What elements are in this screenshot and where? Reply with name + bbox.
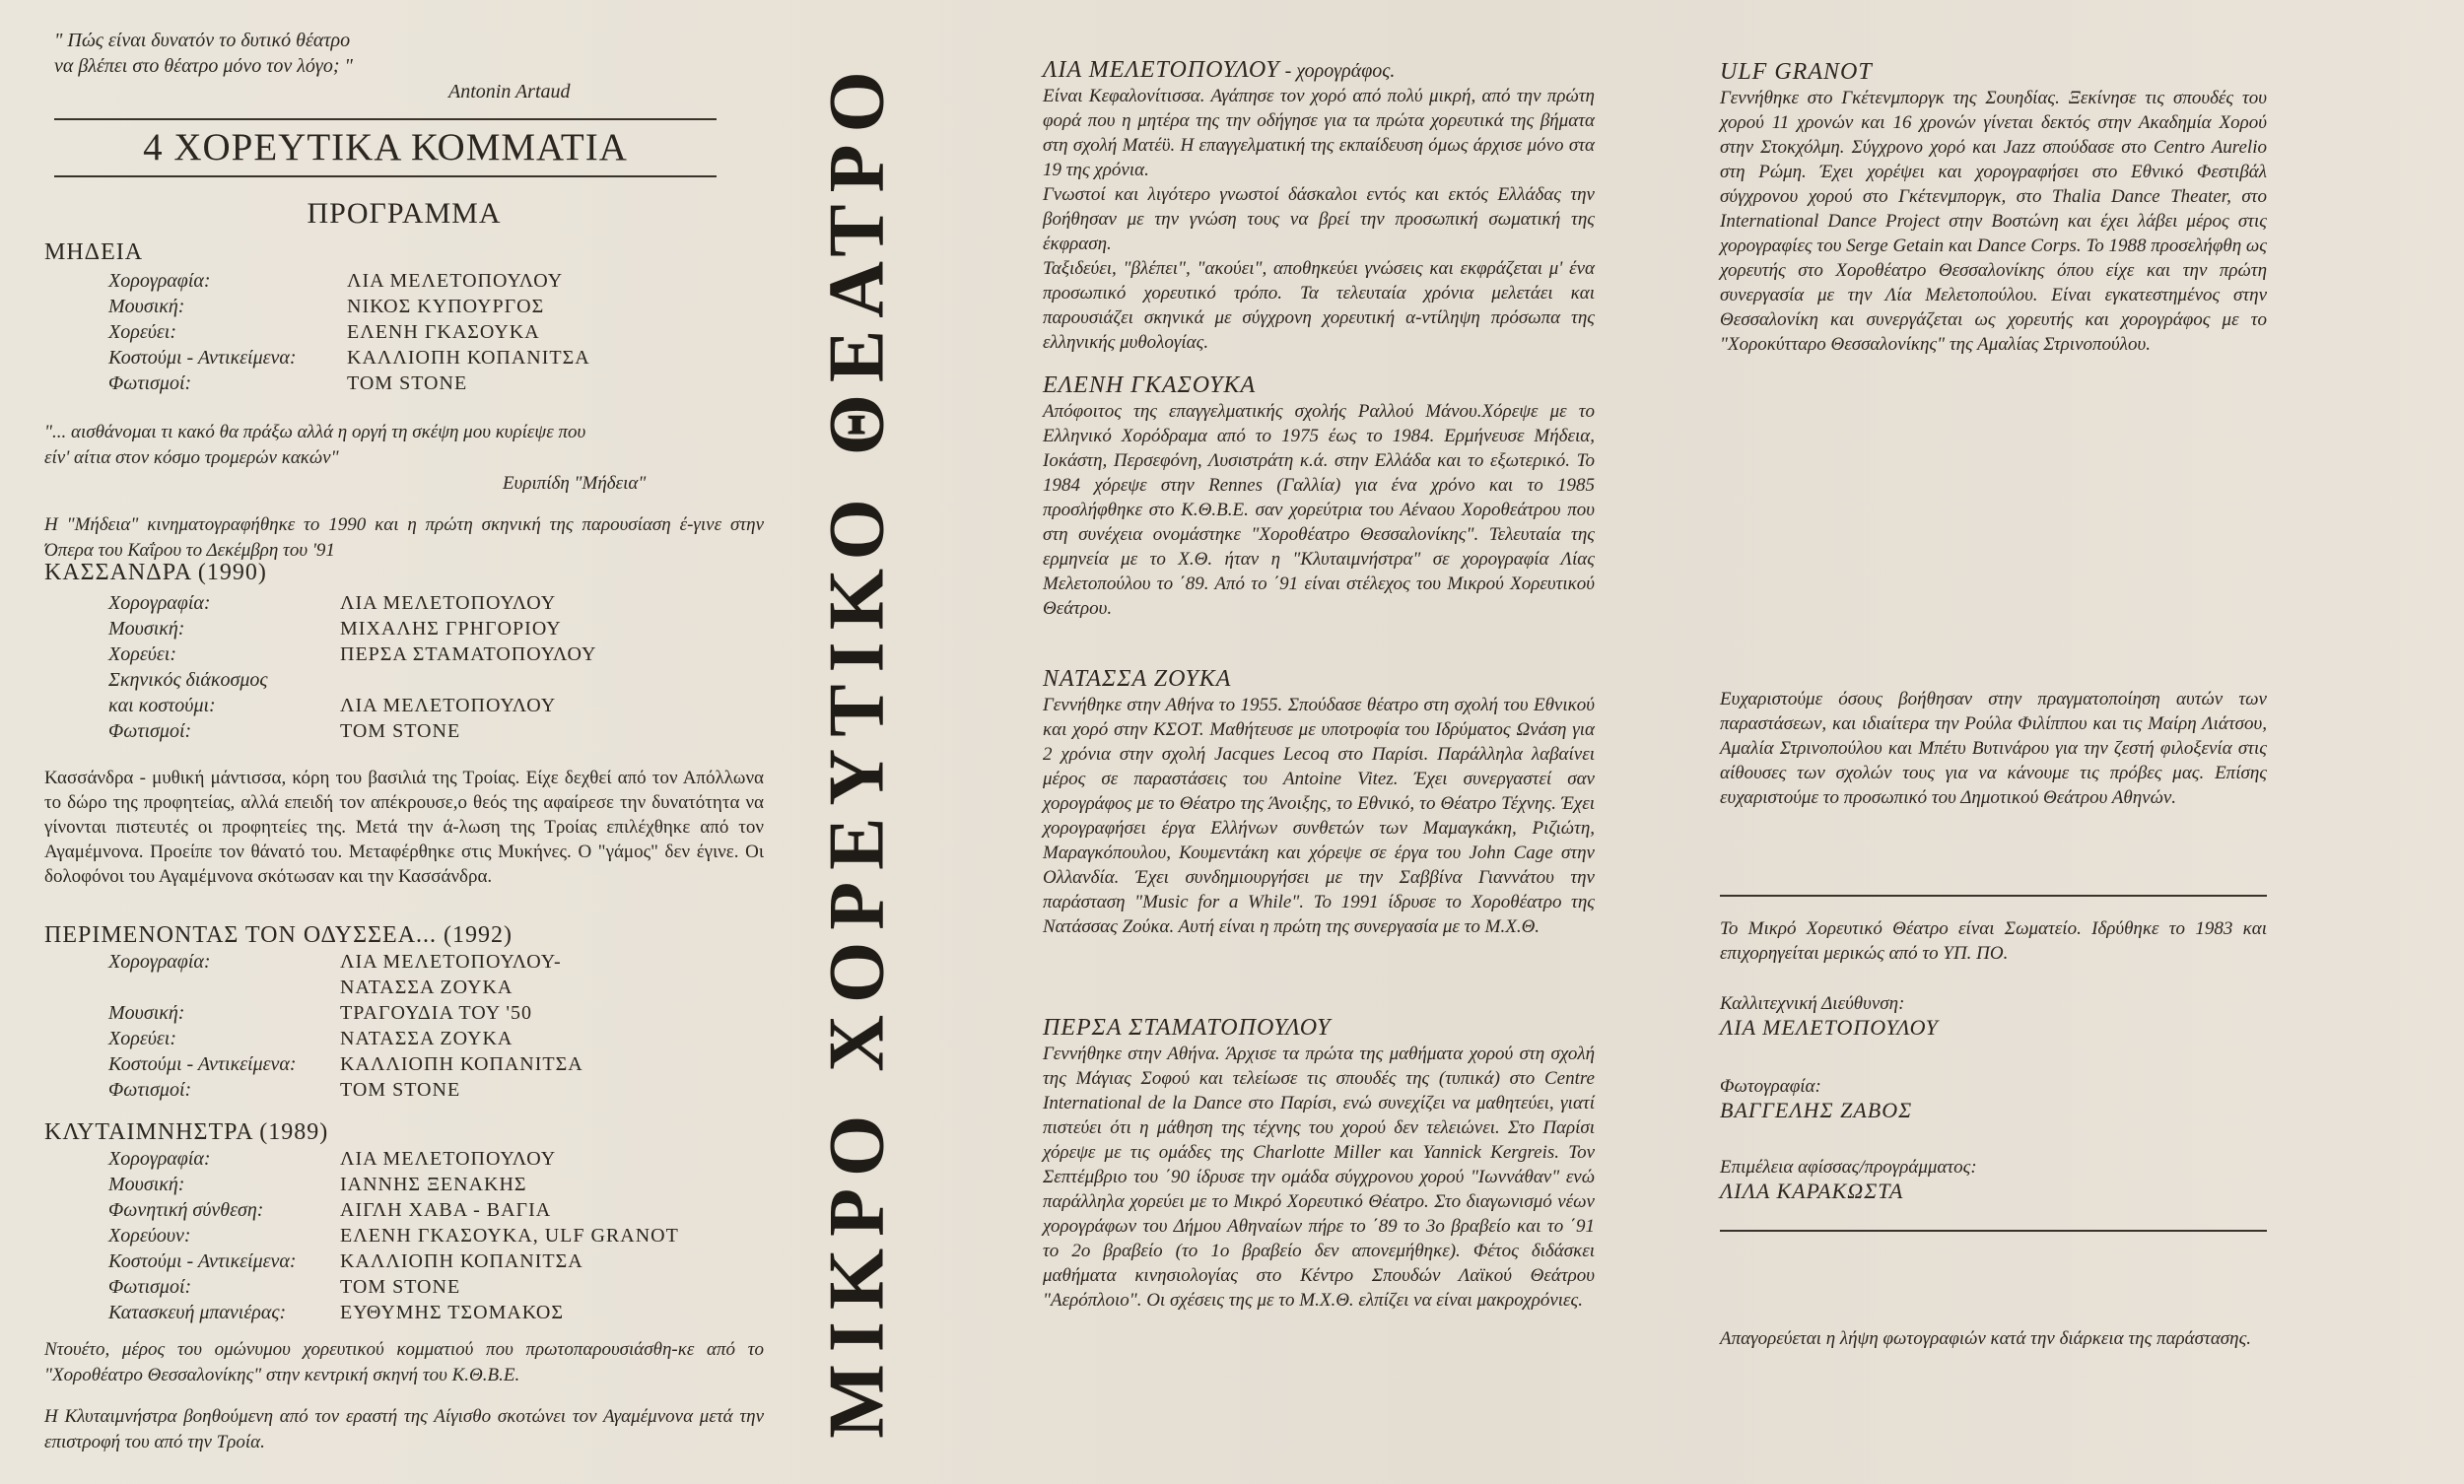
- credit-value: ΑΙΓΛΗ ΧΑΒΑ - ΒΑΓΙΑ: [340, 1199, 552, 1221]
- credit-value: ΛΙΑ ΜΕΛΕΤΟΠΟΥΛΟΥ: [340, 1148, 557, 1170]
- credit-role: Χορεύουν:: [108, 1225, 191, 1247]
- bio-paragraph: Απόφοιτος της επαγγελματικής σχολής Ραλλού Μάνου.Χόρεψε με το Ελληνικό Χορόδραμα από το 1975 έως το 1984. Ερμήνευσε Μήδεια, Ιοκάστη, Περσεφόνη, Λυσιστράτη κ.ά. στην Ελλάδα και το εξωτερικό. Το 1984 χόρεψε στην Rennes (Γαλλία) για ένα χρόνο και το 1985 προσλήφθηκε στο Κ.Θ.Β.Ε. σαν χορεύτρια του Αέναου Χοροθεάτρου που στη συνέχεια ονομάστηκε "Χοροθέατρο Θεσσαλονίκης". Τελευταία της ερμηνεία με το Χ.Θ. ήταν η "Κλυταιμνήστρα" σε χορογραφία Λίας Μελετοπούλου το ΄89. Από το ΄91 είναι στέλεχος του Μικρού Χορευτικού Θεάτρου.: [1043, 401, 1595, 619]
- credit-value: TOM STONE: [347, 372, 468, 394]
- credit-row: [44, 1148, 764, 1174]
- credit-value: TOM STONE: [340, 1079, 461, 1101]
- credit-value: ΜΙΧΑΛΗΣ ΓΡΗΓΟΡΙΟΥ: [340, 618, 562, 640]
- credit-role: Χορογραφία:: [108, 592, 211, 614]
- bio-eleni: [1043, 372, 1595, 621]
- credit-row: [44, 1225, 764, 1250]
- bio-name: ΝΑΤΑΣΣΑ ΖΟΥΚΑ: [1043, 666, 1232, 692]
- bio-natassa: [1043, 666, 1595, 939]
- credit-value: ΕΛΕΝΗ ΓΚΑΣΟΥΚΑ: [347, 321, 540, 343]
- bio-name: ΕΛΕΝΗ ΓΚΑΣΟΥΚΑ: [1043, 372, 1257, 398]
- work-title: ΠΕΡΙΜΕΝΟΝΤΑΣ ΤΟΝ ΟΔΥΣΣΕΑ... (1992): [44, 922, 513, 948]
- credit-row: [44, 296, 764, 321]
- credit-value: ΠΕΡΣΑ ΣΤΑΜΑΤΟΠΟΥΛΟΥ: [340, 643, 597, 665]
- credit-value: ΝΙΚΟΣ ΚΥΠΟΥΡΓΟΣ: [347, 296, 545, 317]
- kassandra-text: Κασσάνδρα - μυθική μάντισσα, κόρη του βασιλιά της Τροίας. Είχε δεχθεί από τον Απόλλωνα το δώρο της προφητείας, αλλά επειδή τον απέκρουσε,ο θεός της αφαίρεσε την δυνατότητα να γίνονται πιστευτές οι προφητείες της. Μετά την ά-λωση της Τροίας επιλέχθηκε από τον Αγαμέμνονα. Προείπε τον θάνατό του. Μεταφέρθηκε στις Μυκήνες. Ο "γάμος" δεν έγινε. Οι δολοφόνοι του Αγαμέμνονα σκότωσαν και την Κασσάνδρα.: [44, 768, 764, 887]
- photography: [1720, 1076, 2267, 1123]
- credit-role: Κατασκευή μπανιέρας:: [108, 1302, 287, 1323]
- about-text: Το Μικρό Χορευτικό Θέατρο είναι Σωματείο. Ιδρύθηκε το 1983 και επιχορηγείται μερικώς από το ΥΠ. ΠΟ.: [1720, 918, 2267, 964]
- thanks-text: Ευχαριστούμε όσους βοήθησαν στην πραγματοποίηση αυτών των παραστάσεων, και ιδιαίτερα την Ρούλα Φιλίππου και τις Μαίρη Λιάτσου, Αμαλία Στρινοπούλου και Μπέτυ Βυτινάρου για την ζεστή φιλοξενία στις αίθουσες των σχολών τους για να κάνουμε τις πρόβες μας. Επίσης ευχαριστούμε το προσωπικό του Δημοτικού Θεάτρου Αθηνών.: [1720, 689, 2267, 808]
- quote-line: είν' αίτια στον κόσμο τρομερών κακών": [44, 447, 339, 468]
- divider: [1720, 1230, 2267, 1232]
- medeia-quote: [44, 420, 764, 497]
- credit-role: Σκηνικός διάκοσμος: [108, 669, 268, 691]
- credit-row: [44, 347, 764, 372]
- credit-role: Μουσική:: [108, 296, 185, 317]
- credit-row: [44, 321, 764, 347]
- credit-row: [44, 1028, 764, 1053]
- credit-label: Επιμέλεια αφίσσας/προγράμματος:: [1720, 1157, 1977, 1178]
- bio-name: ΛΙΑ ΜΕΛΕΤΟΠΟΥΛΟΥ: [1043, 57, 1280, 83]
- credit-value: ΕΥΘΥΜΗΣ ΤΣΟΜΑΚΟΣ: [340, 1302, 564, 1323]
- credit-role: Φωτισμοί:: [108, 372, 192, 394]
- work-kassandra: [44, 560, 764, 889]
- credit-row: [44, 1053, 764, 1079]
- credit-row: [44, 1079, 764, 1105]
- credit-row: [44, 1174, 764, 1199]
- credit-role: Φωτισμοί:: [108, 1079, 192, 1101]
- credit-value: ΚΑΛΛΙΟΠΗ ΚΟΠΑΝΙΤΣΑ: [340, 1250, 583, 1272]
- credit-role: και κοστούμι:: [108, 695, 216, 716]
- bio-paragraph: Είναι Κεφαλονίτισσα. Αγάπησε τον χορό από πολύ μικρή, από την πρώτη φορά που η μητέρα της την οδήγησε για τα πρώτα χορευτικά της βήματα στη σχολή Ματέϋ. Η επαγγελματική της εκπαίδευση όμως άρχισε μόνο στα 19 της χρόνια.: [1043, 86, 1595, 180]
- credit-value: ΚΑΛΛΙΟΠΗ ΚΟΠΑΝΙΤΣΑ: [347, 347, 590, 369]
- credit-row: [44, 270, 764, 296]
- credit-role: Χορογραφία:: [108, 270, 211, 292]
- bio-name: ULF GRANOT: [1720, 59, 1873, 85]
- credit-role: Κοστούμι - Αντικείμενα:: [108, 1053, 297, 1075]
- quote-line: "... αισθάνομαι τι κακό θα πράξω αλλά η οργή τη σκέψη μου κυρίεψε που: [44, 422, 586, 442]
- credit-role: Φωτισμοί:: [108, 1276, 192, 1298]
- bio-role: - χορογράφος.: [1279, 60, 1396, 82]
- bio-paragraph: Γεννήθηκε στην Αθήνα το 1955. Σπούδασε θέατρο στη σχολή του Εθνικού και χορό στην ΚΣΟΤ. Μαθήτευσε με υποτροφία του Ιδρύματος Ωνάση για 2 χρόνια στην σχολή Jacques Lecoq στο Παρίσι. Παράλληλα λαβαίνει μέρος σε παραστάσεις του Antoine Vitez. Έχει συνεργαστεί σαν χορογράφος με το Θέατρο της Άνοιξης, το Εθνικό, το Θέατρο Τέχνης. Έχει χορογραφήσει έργα Ελλήνων συνθετών των Μαμαγκάκη, Ριζιώτη, Μαραγκόπουλου, Κουμεντάκη και χόρεψε σε έργα του John Cage στην Ολλανδία. Έχει συνδημιουργήσει με την Σαββίνα Γιαννάτου την παράσταση "Music for a While". Το 1991 ίδρυσε το Χοροθέατρο της Νατάσσας Ζούκα. Αυτή είναι η πρώτη της συνεργασία με το Μ.Χ.Θ.: [1043, 695, 1595, 937]
- work-title: ΚΑΣΣΑΝΔΡΑ (1990): [44, 560, 267, 585]
- credit-label: Καλλιτεχνική Διεύθυνση:: [1720, 993, 1905, 1014]
- credit-label: Φωτογραφία:: [1720, 1076, 1821, 1097]
- credit-role: Χορεύει:: [108, 1028, 176, 1049]
- credit-row: [44, 618, 764, 643]
- credit-row: [44, 1002, 764, 1028]
- credit-row: [44, 372, 764, 398]
- credit-role: Χορογραφία:: [108, 951, 211, 973]
- work-title: ΚΛΥΤΑΙΜΝΗΣΤΡΑ (1989): [44, 1119, 329, 1145]
- credit-value: ΚΑΛΛΙΟΠΗ ΚΟΠΑΝΙΤΣΑ: [340, 1053, 583, 1075]
- vertical-title: ΜΙΚΡΟ ΧΟΡΕΥΤΙΚΟ ΘΕΑΤΡΟ: [813, 59, 901, 1439]
- editor: [1720, 1157, 2267, 1204]
- work-odysseas: [44, 922, 764, 1105]
- bio-lia: [1043, 57, 1595, 355]
- work-klytaimnistra: [44, 1119, 764, 1455]
- credit-role: Φωτισμοί:: [108, 720, 192, 742]
- credit-role: Μουσική:: [108, 1174, 185, 1195]
- credit-role: Μουσική:: [108, 618, 185, 640]
- credit-role: Φωνητική σύνθεση:: [108, 1199, 264, 1221]
- credit-value: TOM STONE: [340, 1276, 461, 1298]
- credit-value: ΛΙΑ ΜΕΛΕΤΟΠΟΥΛΟΥ: [340, 592, 557, 614]
- credit-role: Κοστούμι - Αντικείμενα:: [108, 1250, 297, 1272]
- credit-role: Χορεύει:: [108, 321, 176, 343]
- epigraph-line: " Πώς είναι δυνατόν το δυτικό θέατρο: [54, 30, 351, 51]
- klytaimnistra-note: Ντουέτο, μέρος του ομώνυμου χορευτικού κομματιού που πρωτοπαρουσιάσθη-κε από το "Χοροθέατρο Θεσσαλονίκης" στην κεντρική σκηνή του Κ.Θ.Β.Ε.: [44, 1339, 764, 1385]
- credit-row: [44, 643, 764, 669]
- credit-role: Χορογραφία:: [108, 1148, 211, 1170]
- credit-row: [44, 695, 764, 720]
- bio-persa: [1043, 1015, 1595, 1313]
- work-medeia: [44, 239, 764, 564]
- art-direction: [1720, 993, 2267, 1041]
- quote-author: Ευριπίδη "Μήδεια": [503, 473, 647, 494]
- credit-row: [44, 720, 764, 746]
- medeia-note: Η "Μήδεια" κινηματογραφήθηκε το 1990 και η πρώτη σκηνική της παρουσίαση έ-γινε στην Όπερα του Καΐρου το Δεκέμβρη του '91: [44, 514, 764, 561]
- klytaimnistra-summary: Η Κλυταιμνήστρα βοηθούμενη από τον εραστή της Αίγισθο σκοτώνει τον Αγαμέμνονα μετά την επιστροφή του από την Τροία.: [44, 1406, 764, 1452]
- credit-value: ΝΑΤΑΣΣΑ ΖΟΥΚΑ: [340, 1028, 513, 1049]
- credit-row: [44, 1199, 764, 1225]
- credit-value: ΛΙΑ ΜΕΛΕΤΟΠΟΥΛΟΥ-: [340, 951, 562, 973]
- bio-paragraph: Ταξιδεύει, "βλέπει", "ακούει", αποθηκεύει γνώσεις και εκφράζεται μ' ένα προσωπικό χορευτικό τρόπο. Τα τελευταία χρόνια μελετάει και παρουσιάζει σκηνικά με σύγχρονη χορευτική α-ντίληψη πρόσωπα της ελληνικής μυθολογίας.: [1043, 258, 1595, 353]
- bio-paragraph: Γεννήθηκε στην Αθήνα. Άρχισε τα πρώτα της μαθήματα χορού στη σχολή της Μάγιας Σοφού και τελείωσε τις σπουδές της (τυπικά) στο Centre International de la Dance στο Παρίσι, ενώ συνεχίζει να μαθητεύει, γιατί πιστεύει ότι η μάθηση της τέχνης του χορού δεν τελειώνει. Στο Παρίσι χόρεψε με τις ομάδες της Charlotte Miller και Yannick Kergreis. Τον Σεπτέμβριο του ΄90 ίδρυσε την ομάδα σύγχρονου χορού "Ιωννάθαν" ενώ παράλληλα χορεύει με το Μικρό Χορευτικό Θέατρο. Στο διαγωνισμό νέων χορογράφων του Δήμου Αθηναίων πήρε το ΄89 το 3ο βραβείο και το ΄91 το 2ο βραβείο (το 1ο βραβείο δεν απονεμήθηκε). Φέτος διδάσκει μαθήματα κινησιολογίας στο Κέντρο Σπουδών Λαϊκού Θεάτρου "Αερόπλοιο". Οι σχέσεις της με το Μ.Χ.Θ. ελπίζει να είναι μακροχρόνιες.: [1043, 1044, 1595, 1311]
- epigraph: [54, 28, 764, 104]
- credit-row: [44, 977, 764, 1002]
- credit-row: [44, 951, 764, 977]
- main-title: 4 ΧΟΡΕΥΤΙΚΑ ΚΟΜΜΑΤΙΑ: [54, 118, 717, 177]
- credit-name: ΛΙΑ ΜΕΛΕΤΟΠΟΥΛΟΥ: [1720, 1015, 1939, 1040]
- photo-notice: Απαγορεύεται η λήψη φωτογραφιών κατά την διάρκεια της παράστασης.: [1720, 1328, 2252, 1349]
- credit-value: TOM STONE: [340, 720, 461, 742]
- credit-row: [44, 1276, 764, 1302]
- credit-name: ΒΑΓΓΕΛΗΣ ΖΑΒΟΣ: [1720, 1098, 1913, 1122]
- bio-ulf: [1720, 59, 2267, 357]
- bio-paragraph: Γεννήθηκε στο Γκέτενμποργκ της Σουηδίας. Ξεκίνησε τις σπουδές του χορού 11 χρονών και 16 χρονών γίνεται δεκτός στην Ακαδημία Χορού στην Στοκχόλμη. Σύγχρονο χορό και Jazz σπούδασε στο Centro Aurelio στη Ρώμη. Έχει χορέψει και χορογραφήσει στο Εθνικό Φεστιβάλ σύγχρονου χορού στο Γκέτενμποργκ, στο Thalia Dance Theater, στο International Dance Project στην Βοστώνη και έχει λάβει μέρος στις χορογραφίες του Serge Getain και Dance Corps. Το 1988 προσελήφθη ως χορευτής στο Χοροθέατρο Θεσσαλονίκης όπου είχε και την πρώτη συνεργασία με την Λία Μελετοπούλου. Είναι εγκατεστημένος στην Θεσσαλονίκη και συνεργάζεται ως χορευτής και χορογράφος με το "Χοροκύτταρο Θεσσαλονίκης" της Αμαλίας Στρινοπούλου.: [1720, 88, 2267, 355]
- credit-row: [44, 1250, 764, 1276]
- credit-value: ΕΛΕΝΗ ΓΚΑΣΟΥΚΑ, ULF GRANOT: [340, 1225, 679, 1247]
- credit-role: Μουσική:: [108, 1002, 185, 1024]
- credit-row: [44, 592, 764, 618]
- work-title: ΜΗΔΕΙΑ: [44, 239, 144, 265]
- credit-row: [44, 669, 764, 695]
- program-title: ΠΡΟΓΡΑΜΜΑ: [307, 197, 502, 230]
- epigraph-author: Antonin Artaud: [448, 81, 571, 102]
- credit-value: ΤΡΑΓΟΥΔΙΑ ΤΟΥ '50: [340, 1002, 533, 1024]
- credit-value: ΙΑΝΝΗΣ ΞΕΝΑΚΗΣ: [340, 1174, 527, 1195]
- credit-value: ΛΙΑ ΜΕΛΕΤΟΠΟΥΛΟΥ: [347, 270, 564, 292]
- epigraph-line: να βλέπει στο θέατρο μόνο τον λόγο; ": [54, 55, 353, 77]
- bio-paragraph: Γνωστοί και λιγότερο γνωστοί δάσκαλοι εντός και εκτός Ελλάδας την βοήθησαν με την γνώση τους να βρεί την προσωπική σωματική της έκφραση.: [1043, 184, 1595, 254]
- credit-row: [44, 1302, 764, 1327]
- divider: [1720, 895, 2267, 897]
- credit-role: Κοστούμι - Αντικείμενα:: [108, 347, 297, 369]
- credit-value: ΝΑΤΑΣΣΑ ΖΟΥΚΑ: [340, 977, 513, 998]
- program-column: [44, 0, 764, 1484]
- credit-value: ΛΙΑ ΜΕΛΕΤΟΠΟΥΛΟΥ: [340, 695, 557, 716]
- credit-role: Χορεύει:: [108, 643, 176, 665]
- bio-name: ΠΕΡΣΑ ΣΤΑΜΑΤΟΠΟΥΛΟΥ: [1043, 1015, 1332, 1041]
- credit-name: ΛΙΛΑ ΚΑΡΑΚΩΣΤΑ: [1720, 1179, 1904, 1203]
